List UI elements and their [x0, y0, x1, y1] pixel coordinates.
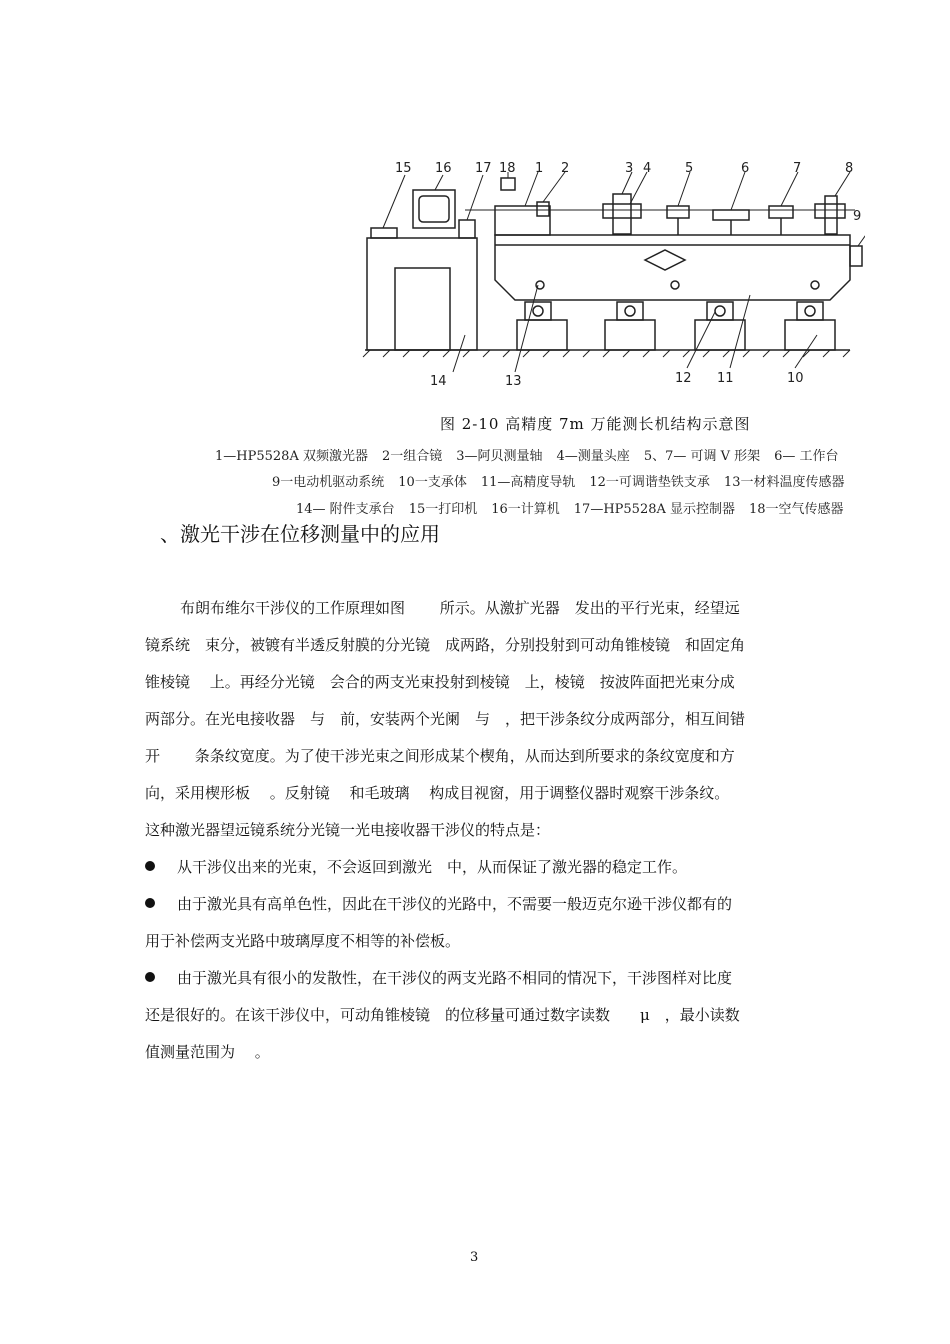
support-3	[695, 320, 745, 350]
fig-num-8: 8	[845, 161, 854, 176]
legend-item: 14— 附件支承台	[296, 502, 395, 517]
bullet-text: 从干涉仪出来的光束，不会返回到激光 中，从而保证了激光器的稳定工作。	[177, 858, 688, 876]
fig-num-4: 4	[643, 161, 652, 176]
bullet-dot-icon	[145, 898, 155, 908]
cabinet-door	[395, 268, 450, 350]
fig-num-3: 3	[625, 161, 634, 176]
computer-screen	[419, 196, 449, 222]
v-frame	[769, 206, 793, 218]
paragraph-line: 开 条条纹宽度。为了使干涉光束之间形成某个楔角，从而达到所要求的条纹宽度和方	[145, 747, 735, 765]
fig-num-10: 10	[787, 371, 804, 386]
bullet-continuation: 还是很好的。在该干涉仪中，可动角锥棱镜 的位移量可通过数字读数 μ ，最小读数	[145, 1006, 740, 1024]
bullet-continuation: 值测量范围为 。	[145, 1043, 270, 1061]
bullet-dot-icon	[145, 861, 155, 871]
fig-num-17: 17	[475, 161, 492, 176]
fig-num-12: 12	[675, 371, 692, 386]
worktable	[713, 210, 749, 220]
legend-item: 15一打印机	[408, 502, 478, 517]
fig-num-7: 7	[793, 161, 802, 176]
support-2	[605, 320, 655, 350]
air-sensor	[501, 178, 515, 190]
bullet-item-3	[145, 960, 815, 997]
paragraph-line: 向，采用楔形板 。反射镜 和毛玻璃 构成目视窗，用于调整仪器时观察干涉条纹。	[145, 784, 730, 802]
fig-num-16: 16	[435, 161, 452, 176]
fig-num-9: 9	[853, 209, 862, 224]
display-controller	[459, 220, 475, 238]
bullet-item-2	[145, 886, 815, 923]
figure-legend-line-2	[272, 471, 858, 490]
fig-num-15: 15	[395, 161, 412, 176]
legend-item: 2一组合镜	[381, 449, 443, 464]
bullet-continuation: 用于补偿两支光路中玻璃厚度不相等的补偿板。	[145, 932, 461, 950]
fig-num-6: 6	[741, 161, 750, 176]
legend-item: 16一计算机	[491, 502, 560, 517]
paragraph-line: 锥棱镜 上。再经分光镜 会合的两支光束投射到棱镜 上，棱镜 按波阵面把光束分成	[145, 673, 735, 691]
paragraph-line: 布朗布维尔干涉仪的工作原理如图 所示。从激扩光器 发出的平行光束，经望远	[180, 599, 740, 617]
legend-item: 9一电动机驱动系统	[272, 475, 385, 490]
motor-drive	[850, 246, 862, 266]
fig-num-2: 2	[561, 161, 570, 176]
bullet-text: 由于激光具有很小的发散性，在干涉仪的两支光路不相同的情况下，干涉图样对比度	[177, 969, 733, 987]
fig-num-18: 18	[499, 161, 516, 176]
bullet-dot-icon	[145, 972, 155, 982]
bullet-item-1	[145, 849, 815, 886]
paragraph-line: 两部分。在光电接收器 与 前，安装两个光阑 与 ，把干涉条纹分成两部分，相互间错	[145, 710, 746, 728]
measuring-head	[667, 206, 689, 218]
paragraph-line: 镜系统 束分，被镀有半透反射膜的分光镜 成两路，分别投射到可动角锥棱镜 和固定角	[145, 636, 746, 654]
machine-diagram	[355, 150, 865, 395]
legend-item: 11—高精度导轨	[480, 475, 576, 490]
legend-item: 5、7— 可调 V 形架	[643, 449, 761, 464]
fig-num-11: 11	[717, 371, 734, 386]
legend-item: 13一材料温度传感器	[723, 475, 845, 490]
bullet-text: 由于激光具有高单色性，因此在干涉仪的光路中，不需要一般迈克尔逊干涉仪都有的	[177, 895, 733, 913]
cabinet	[367, 238, 477, 350]
figure-legend-line-3	[296, 498, 858, 517]
section-heading: 、激光干涉在位移测量中的应用	[160, 522, 440, 546]
body-diamond	[645, 250, 685, 270]
figure-legend-line-1	[215, 445, 853, 464]
legend-item: 18一空气传感器	[749, 502, 844, 517]
printer	[371, 228, 397, 238]
legend-item: 17—HP5528A 显示控制器	[573, 502, 736, 517]
page-number: 3	[470, 1250, 479, 1265]
paragraph-line: 这种激光器望远镜系统分光镜一光电接收器干涉仪的特点是：	[145, 821, 551, 839]
legend-item: 1—HP5528A 双频激光器	[215, 449, 368, 464]
legend-item: 3—阿贝测量轴	[456, 449, 543, 464]
legend-item: 4—测量头座	[556, 449, 630, 464]
figure-caption-title: 图 2-10 高精度 7m 万能测长机结构示意图	[440, 415, 751, 433]
fig-num-1: 1	[535, 161, 544, 176]
fig-num-13: 13	[505, 374, 522, 389]
abbe-axis-block	[603, 204, 641, 218]
legend-item: 6— 工作台	[774, 449, 839, 464]
legend-item: 10一支承体	[398, 475, 467, 490]
ground-hatch	[363, 350, 850, 357]
legend-item: 12一可调谐垫铁支承	[589, 475, 710, 490]
fig-num-14: 14	[430, 374, 447, 389]
diagram-svg	[355, 150, 865, 395]
fig-num-5: 5	[685, 161, 694, 176]
body-paragraph	[145, 590, 815, 1071]
